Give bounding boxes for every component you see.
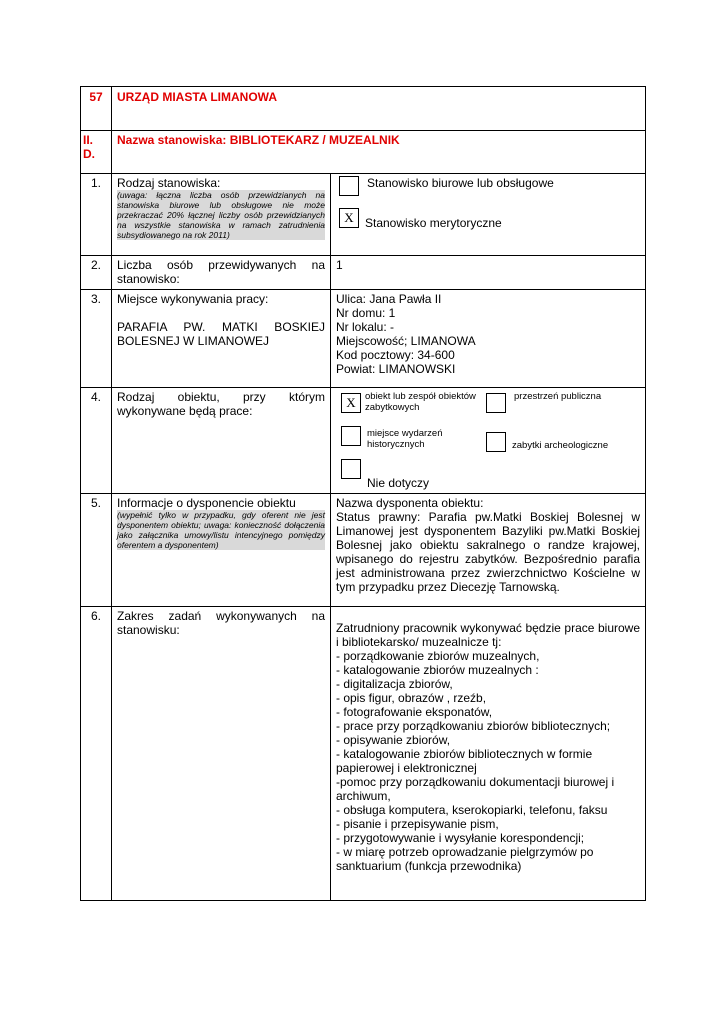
row-object-type [81, 388, 646, 494]
address-house-number: Nr domu: 1 [336, 306, 396, 320]
row-headcount [81, 256, 646, 290]
task-item: - katalogowanie zbiorów muzealnych : [336, 663, 539, 677]
office-name: URZĄD MIASTA LIMANOWA [112, 87, 646, 131]
task-scope-label: Zakres zadań wykonywanych na stanowisku: [112, 607, 331, 901]
monuments-checkbox[interactable]: X [341, 393, 361, 413]
row-number-2: 2. [81, 256, 112, 290]
address-street: Ulica: Jana Pawła II [336, 292, 442, 306]
task-item: - w miarę potrzeb oprowadzanie pielgrzymów po sanktuarium (funkcja przewodnika) [336, 845, 594, 873]
row-position-type [81, 174, 646, 256]
row-number-1: 1. [81, 174, 112, 256]
task-item: - fotografowanie eksponatów, [336, 705, 493, 719]
application-form-table [80, 86, 646, 901]
task-item: - przygotowywanie i wysyłanie korespondencji; [336, 831, 585, 845]
workplace-address [331, 290, 646, 388]
workplace-name: PARAFIA PW. MATKI BOSKIEJ BOLESNEJ W LIMANOWEJ [117, 320, 325, 348]
task-item: - opisywanie zbiorów, [336, 733, 451, 747]
position-type-label-cell [112, 174, 331, 256]
office-position-checkbox[interactable] [339, 176, 359, 196]
object-owner-label: Informacje o dysponencie obiektu [117, 496, 296, 510]
task-intro: Zatrudniony pracownik wykonywać będzie prace biurowe i bibliotekarsko/ muzealnicze tj: [336, 621, 641, 649]
row-workplace [81, 290, 646, 388]
object-owner-label-cell [112, 494, 331, 607]
substantive-position-checkbox[interactable]: X [339, 208, 359, 228]
not-applicable-label: Nie dotyczy [367, 476, 430, 490]
task-scope-content [331, 607, 646, 901]
task-item: - obsługa komputera, kserokopiarki, telefonu, faksu [336, 803, 608, 817]
row-number-5: 5. [81, 494, 112, 607]
public-space-checkbox[interactable] [486, 393, 506, 413]
archaeological-checkbox[interactable] [486, 432, 506, 452]
owner-legal-status: Status prawny: Parafia pw.Matki Boskiej Bolesnej w Limanowej jest dysponentem Bazyliki pw.Matki Boskiej Bolesnej jako obiektu sakralnego o randze krajowej, wpisanego do rejestru zabytków. Bezpośrednio parafia jest administrowana przez zwierzchnictwo Kościelne w tym przypadku przez Diecezję Tarnowską. [336, 510, 641, 594]
workplace-label-cell [112, 290, 331, 388]
public-space-label: przestrzeń publiczna [514, 391, 602, 402]
substantive-position-label: Stanowisko merytoryczne [365, 216, 502, 230]
row-number-3: 3. [81, 290, 112, 388]
office-position-label: Stanowisko biurowe lub obsługowe [367, 176, 554, 190]
address-flat-number: Nr lokalu: - [336, 320, 395, 334]
historic-site-label: miejsce wydarzeń historycznych [367, 428, 443, 450]
archaeological-label: zabytki archeologiczne [512, 440, 609, 451]
task-item: - digitalizacja zbiorów, [336, 677, 453, 691]
task-item: - opis figur, obrazów , rzeźb, [336, 691, 487, 705]
workplace-label: Miejsce wykonywania pracy: [117, 292, 269, 306]
position-type-label: Rodzaj stanowiska: [117, 176, 221, 190]
object-type-options [331, 388, 646, 494]
section-number-line1: II. [83, 133, 94, 147]
task-item: - porządkowanie zbiorów muzealnych, [336, 649, 540, 663]
headcount-label: Liczba osób przewidywanych na stanowisko: [112, 256, 331, 290]
address-county: Powiat: LIMANOWSKI [336, 362, 456, 376]
task-list [336, 649, 640, 873]
task-item: - prace przy porządkowaniu zbiorów bibliotecznych; [336, 719, 611, 733]
address-postcode: Kod pocztowy: 34-600 [336, 348, 455, 362]
object-owner-note: (wypełnić tylko w przypadku, gdy oferent nie jest dysponentem obiektu; uwaga: konieczność dołączenia jako załącznika umowy/listu intencyjnego pomiędzy oferentem a dysponentem) [117, 510, 325, 550]
row-task-scope [81, 607, 646, 901]
position-title: Nazwa stanowiska: BIBLIOTEKARZ / MUZEALNIK [112, 131, 646, 174]
address-city: Miejscowość; LIMANOWA [336, 334, 476, 348]
row-number-6: 6. [81, 607, 112, 901]
monuments-label: obiekt lub zespół obiektów zabytkowych [365, 391, 476, 413]
headcount-value: 1 [331, 256, 646, 290]
section-number-line2: D. [83, 147, 95, 161]
position-header-row [81, 131, 646, 174]
task-item: -pomoc przy porządkowaniu dokumentacji biurowej i archiwum, [336, 775, 615, 803]
row-number-4: 4. [81, 388, 112, 494]
not-applicable-checkbox[interactable] [341, 459, 361, 479]
position-type-options [331, 174, 646, 256]
row-object-owner [81, 494, 646, 607]
object-owner-info [331, 494, 646, 607]
object-type-label: Rodzaj obiektu, przy którym wykonywane będą prace: [112, 388, 331, 494]
task-item: - katalogowanie zbiorów bibliotecznych w formie papierowej i elektronicznej [336, 747, 593, 775]
historic-site-checkbox[interactable] [341, 426, 361, 446]
owner-name-title: Nazwa dysponenta obiektu: [336, 496, 484, 510]
position-type-note: (uwaga: łączna liczba osób przewidzianych na stanowiska biurowe lub obsługowe nie może przekraczać 20% łącznej liczby osób przewidzianych na wszystkie stanowiska w ramach zatrudnienia subsydiowanego na rok 2011) [117, 190, 325, 240]
entry-number: 57 [81, 87, 112, 131]
task-item: - pisanie i przepisywanie pism, [336, 817, 499, 831]
section-number [81, 131, 112, 174]
office-header-row [81, 87, 646, 131]
